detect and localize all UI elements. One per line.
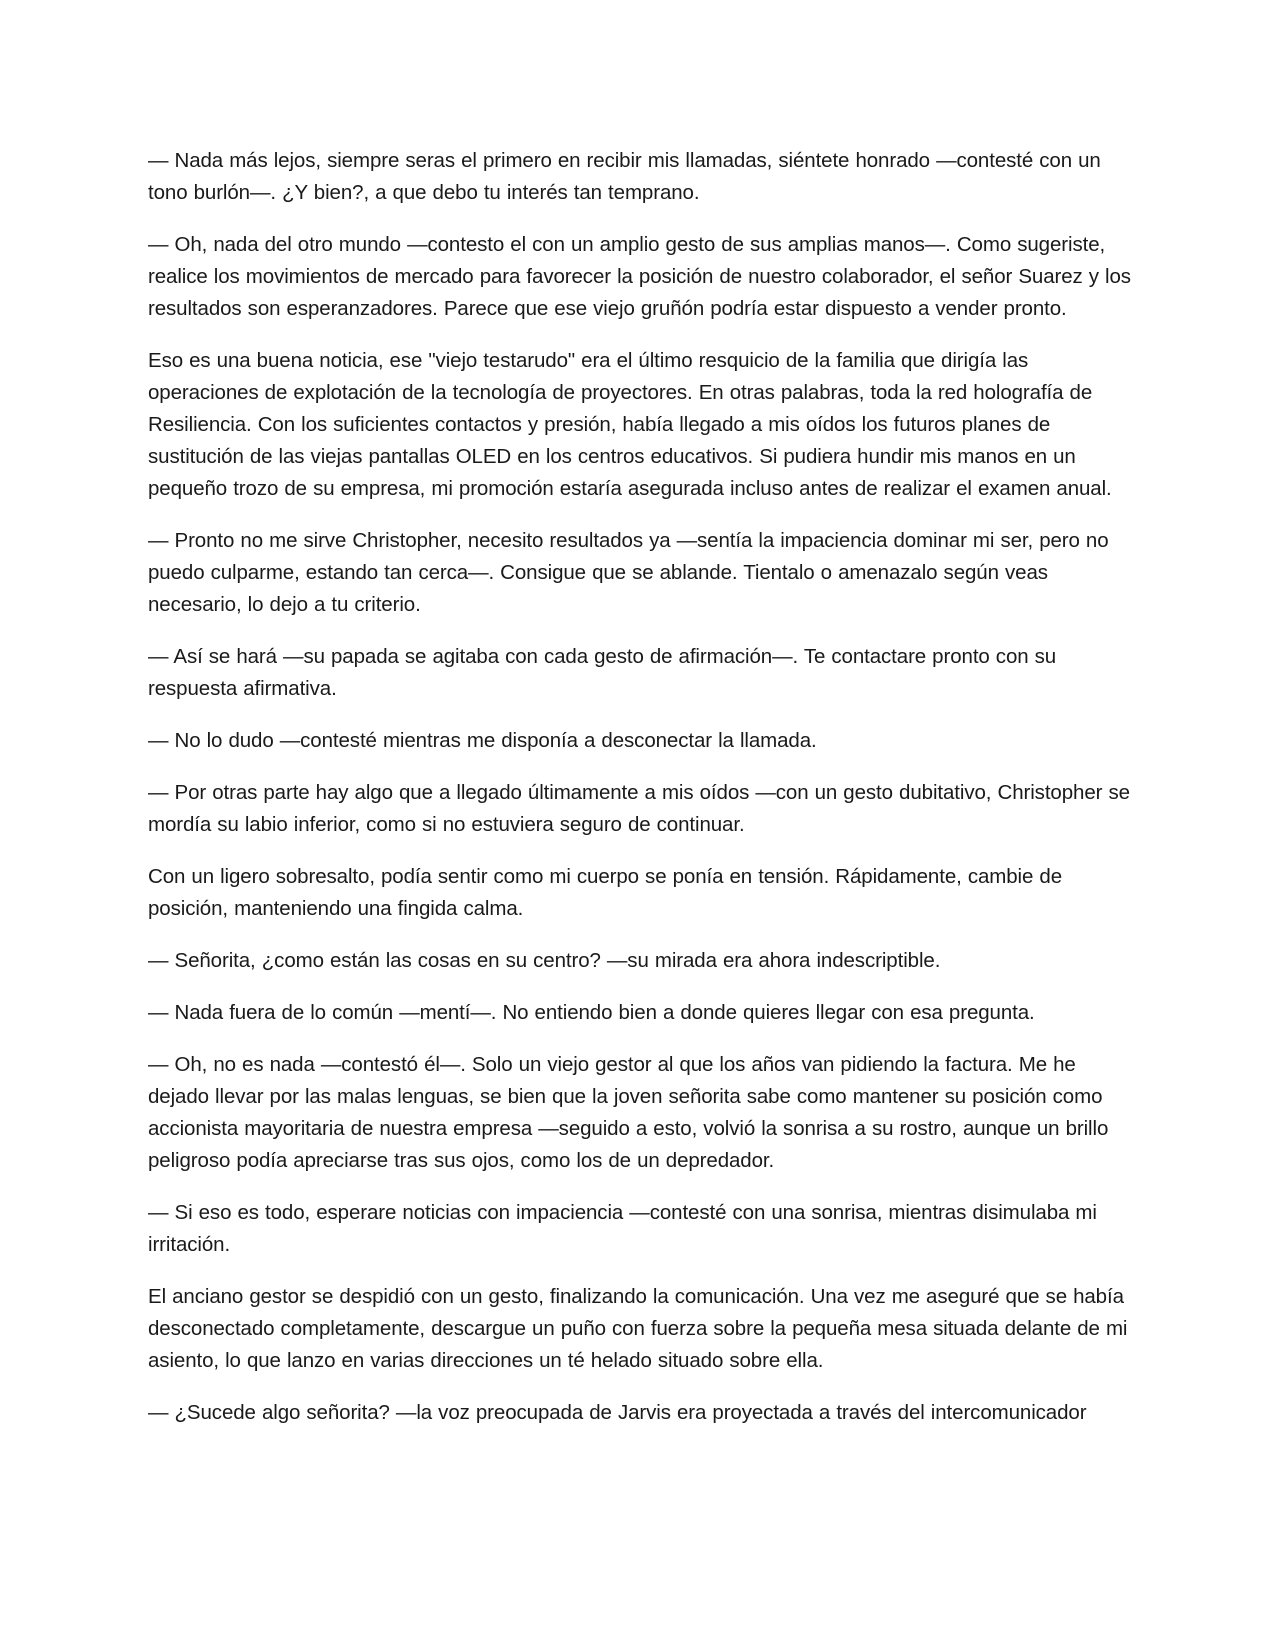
paragraph: — Por otras parte hay algo que a llegado últimamente a mis oídos —con un gesto dubitativo, Christopher se mordía su labio inferior, como si no estuviera seguro de continuar.: [148, 781, 1130, 836]
paragraph: — Nada más lejos, siempre seras el primero en recibir mis llamadas, siéntete honrado —contesté con un tono burlón—. ¿Y bien?, a que debo tu interés tan temprano.: [148, 149, 1101, 204]
paragraph: — Señorita, ¿como están las cosas en su centro? —su mirada era ahora indescriptible.: [148, 949, 941, 972]
paragraph: Con un ligero sobresalto, podía sentir como mi cuerpo se ponía en tensión. Rápidamente, cambie de posición, manteniendo una fingida calma.: [148, 865, 1063, 920]
paragraph: — ¿Sucede algo señorita? —la voz preocupada de Jarvis era proyectada a través del intercomunicador: [148, 1401, 1087, 1424]
paragraph: — Nada fuera de lo común —mentí—. No entiendo bien a donde quieres llegar con esa pregunta.: [148, 1001, 1035, 1024]
paragraph: Eso es una buena noticia, ese "viejo testarudo" era el último resquicio de la familia que dirigía las operaciones de explotación de la tecnología de proyectores. En otras palabras, toda la red holografía de Resiliencia. Con los suficientes contactos y presión, había llegado a mis oídos los futuros planes de sustitución de las viejas pantallas OLED en los centros educativos. Si pudiera hundir mis manos en un pequeño trozo de su empresa, mi promoción estaría asegurada incluso antes de realizar el examen anual.: [148, 349, 1112, 500]
paragraph: — Así se hará —su papada se agitaba con cada gesto de afirmación—. Te contactare pronto con su respuesta afirmativa.: [148, 645, 1057, 700]
paragraph: El anciano gestor se despidió con un gesto, finalizando la comunicación. Una vez me aseguré que se había desconectado completamente, descargue un puño con fuerza sobre la pequeña mesa situada delante de mi asiento, lo que lanzo en varias direcciones un té helado situado sobre ella.: [148, 1285, 1128, 1372]
paragraph: — Pronto no me sirve Christopher, necesito resultados ya —sentía la impaciencia dominar mi ser, pero no puedo culparme, estando tan cerca—. Consigue que se ablande. Tientalo o amenazalo según veas necesario, lo dejo a tu criterio.: [148, 529, 1109, 616]
paragraph: — Si eso es todo, esperare noticias con impaciencia —contesté con una sonrisa, mientras disimulaba mi irritación.: [148, 1201, 1097, 1256]
paragraph: — Oh, nada del otro mundo —contesto el con un amplio gesto de sus amplias manos—. Como sugeriste, realice los movimientos de mercado para favorecer la posición de nuestro colaborador, el señor Suarez y los resultados son esperanzadores. Parece que ese viejo gruñón podría estar dispuesto a vender pronto.: [148, 233, 1131, 320]
document-page: [148, 145, 1138, 1449]
paragraph: — No lo dudo —contesté mientras me disponía a desconectar la llamada.: [148, 729, 817, 752]
paragraph: — Oh, no es nada —contestó él—. Solo un viejo gestor al que los años van pidiendo la factura. Me he dejado llevar por las malas lenguas, se bien que la joven señorita sabe como mantener su posición como accionista mayoritaria de nuestra empresa —seguido a esto, volvió la sonrisa a su rostro, aunque un brillo peligroso podía apreciarse tras sus ojos, como los de un depredador.: [148, 1053, 1109, 1172]
